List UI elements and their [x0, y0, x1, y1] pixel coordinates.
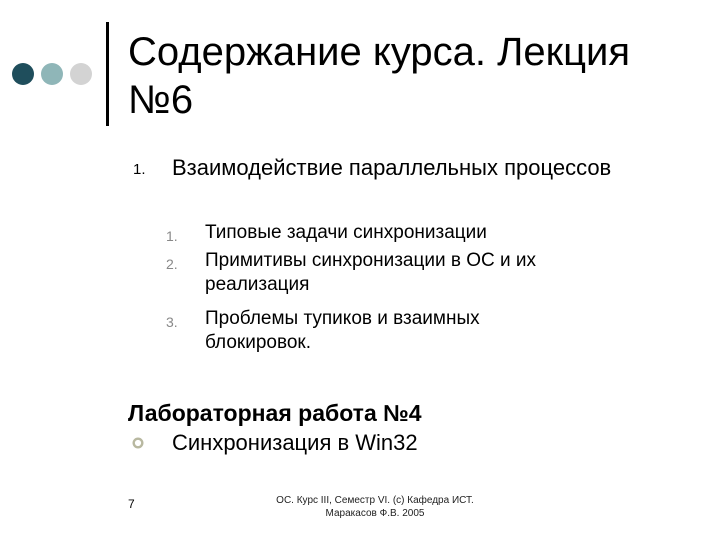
- subitem-text-line: Проблемы тупиков и взаимных: [205, 308, 480, 329]
- lab-title: Лабораторная работа №4: [128, 400, 422, 426]
- lab-item-text: Синхронизация в Win32: [172, 430, 418, 455]
- subitem-number: 3.: [166, 314, 178, 330]
- subitem-text-line: блокировок.: [205, 332, 311, 353]
- subitem-number: 1.: [166, 228, 178, 244]
- footer-text: [230, 494, 520, 520]
- slide-title: [128, 28, 698, 124]
- list-item-number: 1.: [133, 161, 146, 178]
- subitem-number: 2.: [166, 256, 178, 272]
- slide-title-line-1: Содержание курса. Лекция: [128, 30, 631, 74]
- footer-line-2: Маракасов Ф.В. 2005: [325, 508, 425, 519]
- subitem-text-line: Примитивы синхронизации в ОС и их: [205, 250, 537, 271]
- slide-title-line-2: №6: [128, 78, 194, 122]
- title-divider: [106, 22, 109, 126]
- page-number: 7: [128, 497, 135, 511]
- ring-bullet-icon: [132, 437, 144, 449]
- decor-dot-dark: [12, 63, 34, 85]
- decor-dot-light: [70, 63, 92, 85]
- list-item-text: Взаимодействие параллельных процессов: [172, 155, 612, 180]
- subitem-text: Типовые задачи синхронизации: [205, 222, 487, 243]
- footer-line-1: ОС. Курс III, Семестр VI. (с) Кафедра ИСТ.: [276, 495, 474, 506]
- decor-dot-mid: [41, 63, 63, 85]
- subitem-text-line: реализация: [205, 274, 310, 295]
